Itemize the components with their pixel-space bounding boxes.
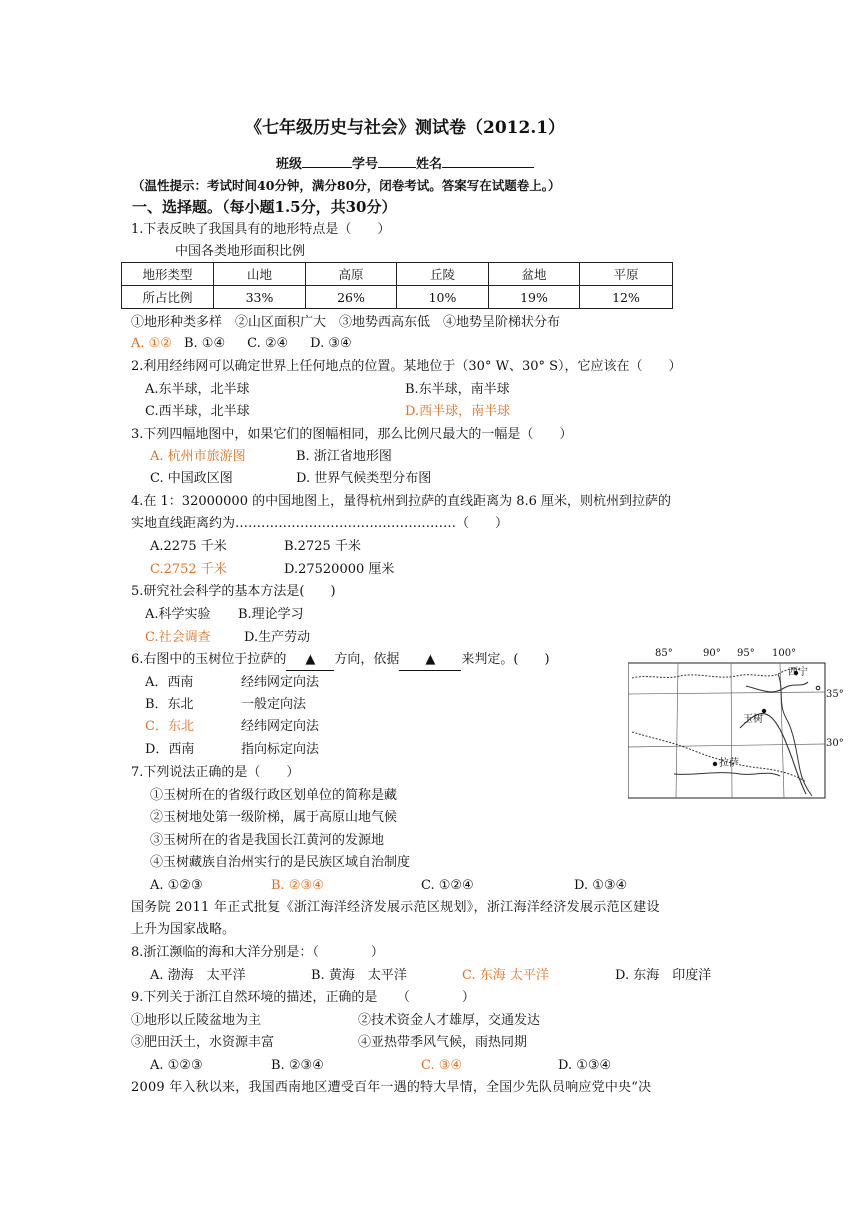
lhasa-dot	[713, 762, 717, 766]
q6-option-d-letter: D．西南	[145, 742, 195, 757]
q7-statement-2: ②玉树地处第一级阶梯，属于高原山地气候	[150, 810, 398, 825]
table-cell: 33%	[214, 286, 306, 309]
q3-option-d[interactable]: D. 世界气候类型分布图	[296, 471, 432, 486]
terrain-table	[121, 262, 673, 309]
q1-option-d[interactable]: D. ③④	[310, 336, 352, 351]
q5-option-c[interactable]: C.社会调查	[145, 630, 211, 645]
map-lat-30: 30°	[826, 738, 844, 749]
map-place-xining: 西宁	[788, 667, 808, 678]
table-row	[122, 263, 673, 286]
q7-statement-4: ④玉树藏族自治州实行的是民族区域自治制度	[150, 855, 411, 870]
q6-option-a-text: 经纬网定向法	[241, 675, 320, 690]
q6-option-d-text: 指向标定向法	[241, 742, 320, 757]
q4-stem-line2: 实地直线距离约为……………………………………………（ ）	[131, 516, 509, 531]
exam-tip: （温性提示：考试时间40分钟，满分80分，闭卷考试。答案写在试题卷上。）	[132, 178, 561, 193]
q8-option-a[interactable]: A. 渤海 太平洋	[150, 968, 246, 983]
section-heading: 一、选择题。（每小题1.5分，共30分）	[132, 198, 397, 216]
q6-option-b-letter: B．东北	[145, 697, 194, 712]
q1-statements: ①地形种类多样 ②山区面积广大 ③地势西高东低 ④地势呈阶梯状分布	[131, 315, 561, 330]
q6-blank-method[interactable]: ▲	[399, 650, 461, 671]
name-blank[interactable]	[442, 153, 534, 168]
q8-option-c[interactable]: C. 东海 太平洋	[462, 968, 549, 983]
q9-option-c[interactable]: C. ③④	[421, 1058, 463, 1073]
q9-statement-2: ②技术资金人才雄厚，交通发达	[358, 1013, 541, 1028]
passage-zhejiang-line2: 上升为国家战略。	[131, 922, 236, 937]
q9-option-b[interactable]: B. ②③④	[271, 1058, 324, 1073]
table-cell: 平原	[580, 263, 673, 286]
q9-statement-3: ③肥田沃土，水资源丰富	[131, 1035, 275, 1050]
q8-option-b[interactable]: B. 黄海 太平洋	[311, 968, 407, 983]
q6-option-d[interactable]	[145, 740, 320, 760]
table-cell: 山地	[214, 263, 306, 286]
q4-option-a[interactable]: A.2275 千米	[150, 539, 227, 554]
q6-option-a-letter: A．西南	[145, 675, 194, 690]
q5-option-a[interactable]: A.科学实验	[145, 607, 211, 622]
q9-statement-1: ①地形以丘陵盆地为主	[131, 1013, 262, 1028]
tibet-qinghai-map	[628, 646, 840, 800]
q6-option-c-letter: C．东北	[145, 719, 194, 734]
q6-stem-part2: 方向，依据	[334, 652, 400, 667]
table-row	[122, 286, 673, 309]
q1-options	[131, 334, 352, 354]
q2-option-a[interactable]: A.东半球，北半球	[145, 382, 250, 397]
q7-statement-3: ③玉树所在的省是我国长江黄河的发源地	[150, 833, 385, 848]
q9-option-a[interactable]: A. ①②③	[150, 1058, 203, 1073]
q7-option-d[interactable]: D. ①③④	[574, 878, 628, 893]
map-lon-95: 95°	[737, 648, 755, 659]
page-title: 《七年级历史与社会》测试卷（2012.1）	[245, 118, 566, 138]
table-cell: 所占比例	[122, 286, 214, 309]
q4-option-b[interactable]: B.2725 千米	[284, 539, 361, 554]
q2-option-c[interactable]: C.西半球，北半球	[145, 404, 250, 419]
q6-option-b-text: 一般定向法	[241, 697, 307, 712]
map-lon-85: 85°	[655, 648, 673, 659]
passage-zhejiang-line1: 国务院 2011 年正式批复《浙江海洋经济发展示范区规划》，浙江海洋经济发展示范区建设	[131, 900, 660, 915]
table-cell: 12%	[580, 286, 673, 309]
q7-option-a[interactable]: A. ①②③	[150, 878, 203, 893]
q4-stem-line1: 4.在 1：32000000 的中国地图上，量得杭州到拉萨的直线距离为 8.6 厘米，则杭州到拉萨的	[131, 494, 672, 509]
q6-stem	[131, 650, 550, 671]
q3-option-b[interactable]: B. 浙江省地形图	[296, 449, 392, 464]
q4-option-c[interactable]: C.2752 千米	[150, 562, 227, 577]
q4-option-d[interactable]: D.27520000 厘米	[284, 562, 395, 577]
map-lon-100: 100°	[772, 648, 797, 659]
q6-stem-part3: 来判定。( )	[461, 652, 550, 667]
table-cell: 高原	[306, 263, 397, 286]
map-place-lhasa: 拉萨	[719, 758, 739, 769]
table-cell: 26%	[306, 286, 397, 309]
q5-option-d[interactable]: D.生产劳动	[244, 630, 311, 645]
q7-option-b[interactable]: B. ②③④	[271, 878, 324, 893]
q6-option-c[interactable]	[145, 717, 320, 737]
q6-stem-part1: 6.右图中的玉树位于拉萨的	[131, 652, 287, 667]
q7-statement-1: ①玉树所在的省级行政区划单位的简称是藏	[150, 788, 398, 803]
id-label: 学号	[352, 157, 379, 172]
q7-stem: 7.下列说法正确的是（ ）	[131, 765, 300, 780]
q6-option-b[interactable]	[145, 695, 307, 715]
map-place-yushu: 玉树	[743, 714, 763, 725]
q3-option-c[interactable]: C. 中国政区图	[150, 471, 233, 486]
q5-option-b[interactable]: B.理论学习	[238, 607, 304, 622]
q9-option-d[interactable]: D. ①③④	[558, 1058, 612, 1073]
q6-option-c-text: 经纬网定向法	[241, 719, 320, 734]
q1-stem: 1.下表反映了我国具有的地形特点是（ ）	[131, 222, 391, 237]
q2-option-b[interactable]: B.东半球，南半球	[405, 382, 510, 397]
table-cell: 丘陵	[397, 263, 489, 286]
q1-table-caption: 中国各类地形面积比例	[175, 244, 306, 259]
table-cell: 19%	[489, 286, 580, 309]
map-frame	[628, 663, 825, 798]
passage-drought: 2009 年入秋以来，我国西南地区遭受百年一遇的特大旱情，全国少先队员响应党中央“决	[131, 1080, 652, 1095]
name-label: 姓名	[416, 157, 443, 172]
map-lat-35: 35°	[826, 689, 844, 700]
table-cell: 10%	[397, 286, 489, 309]
class-label: 班级	[276, 157, 303, 172]
q3-stem: 3.下列四幅地图中，如果它们的图幅相同，那么比例尺最大的一幅是（ ）	[131, 427, 573, 442]
q9-stem: 9.下列关于浙江自然环境的描述，正确的是 （ ）	[131, 990, 475, 1005]
class-blank[interactable]	[302, 153, 352, 168]
q8-option-d[interactable]: D. 东海 印度洋	[615, 968, 712, 983]
id-blank[interactable]	[378, 153, 416, 168]
q3-option-a[interactable]: A. 杭州市旅游图	[150, 449, 246, 464]
q5-stem: 5.研究社会科学的基本方法是( )	[131, 584, 336, 599]
q1-option-b[interactable]: B. ①④	[183, 336, 226, 351]
q2-stem: 2.利用经纬网可以确定世界上任何地点的位置。某地位于（30° W、30° S），它应该在（ ）	[131, 359, 682, 374]
table-cell: 地形类型	[122, 263, 214, 286]
q1-option-c[interactable]: C. ②④	[247, 336, 289, 351]
q1-option-a[interactable]: A. ①②	[131, 336, 172, 351]
student-info	[276, 153, 534, 175]
q6-option-a[interactable]	[145, 673, 320, 693]
q7-option-c[interactable]: C. ①②④	[421, 878, 474, 893]
q2-option-d[interactable]: D.西半球，南半球	[405, 404, 511, 419]
map-lon-90: 90°	[703, 648, 721, 659]
table-cell: 盆地	[489, 263, 580, 286]
q6-blank-direction[interactable]: ▲	[286, 650, 334, 671]
q9-statement-4: ④亚热带季风气候，雨热同期	[358, 1035, 528, 1050]
q8-stem: 8.浙江濒临的海和大洋分别是：（ ）	[131, 945, 384, 960]
